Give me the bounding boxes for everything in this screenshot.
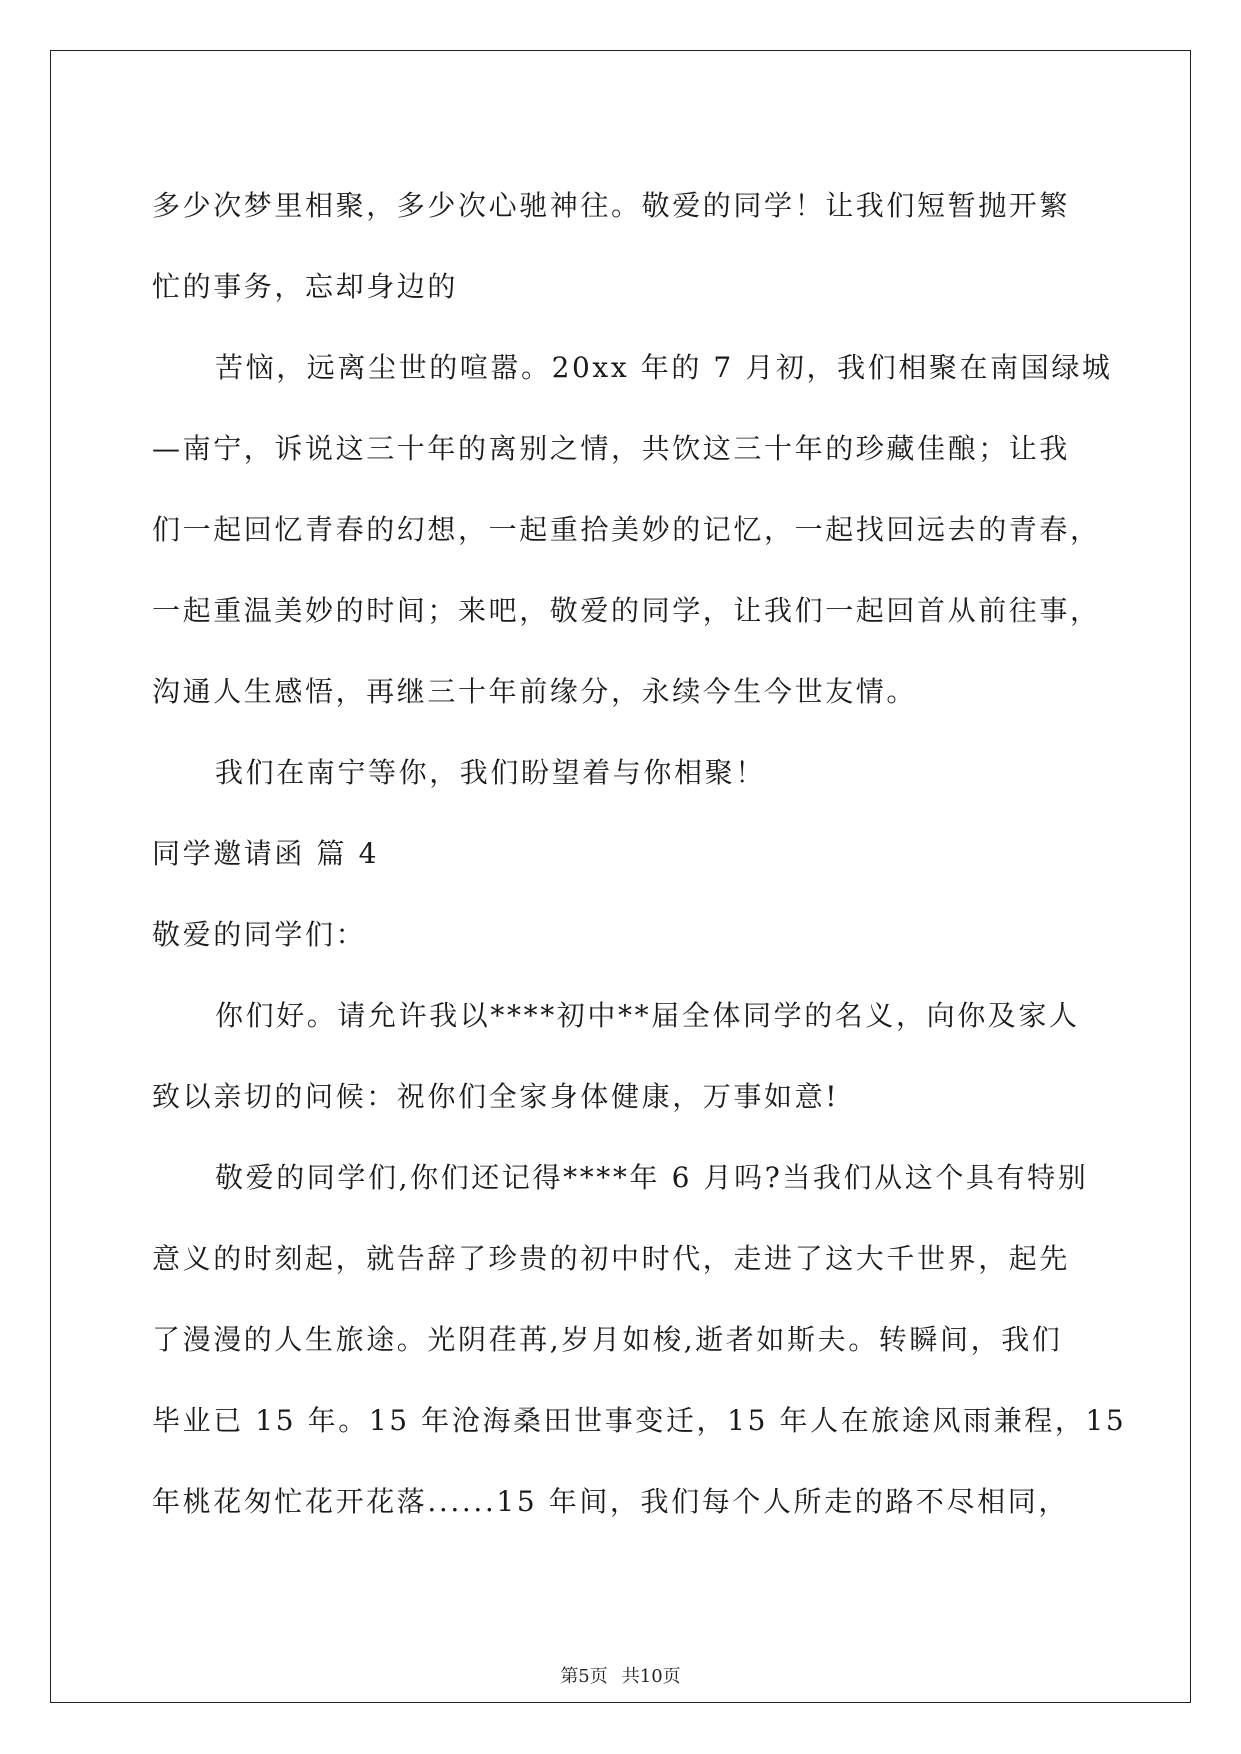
text-line: 致以亲切的问候：祝你们全家身体健康，万事如意!	[152, 1080, 840, 1113]
text-line: 敬爱的同学们,你们还记得****年 6 月吗?当我们从这个具有特别	[215, 1161, 1089, 1194]
page-number: 第5页	[560, 1666, 608, 1687]
text-line: —南宁，诉说这三十年的离别之情，共饮这三十年的珍藏佳酿；让我	[152, 432, 1071, 465]
page-footer	[0, 1662, 1241, 1688]
text-line: 意义的时刻起，就告辞了珍贵的初中时代，走进了这大千世界，起先	[152, 1242, 1071, 1275]
document-body	[152, 165, 1127, 1542]
text-line: 年桃花匆忙花开花落......15 年间，我们每个人所走的路不尽相同，	[152, 1485, 1069, 1518]
text-line: 我们在南宁等你，我们盼望着与你相聚！	[215, 756, 766, 789]
text-line: 你们好。请允许我以****初中**届全体同学的名义，向你及家人	[215, 999, 1080, 1032]
text-line: 苦恼，远离尘世的喧嚣。20xx 年的 7 月初，我们相聚在南国绿城	[215, 351, 1113, 384]
salutation: 敬爱的同学们：	[152, 918, 367, 951]
text-line: 了漫漫的人生旅途。光阴荏苒,岁月如梭,逝者如斯夫。转瞬间，我们	[152, 1323, 1063, 1356]
page-total: 共10页	[621, 1666, 681, 1687]
text-line: 一起重温美妙的时间；来吧，敬爱的同学，让我们一起回首从前往事，	[152, 594, 1101, 627]
text-line: 毕业已 15 年。15 年沧海桑田世事变迁，15 年人在旅途风雨兼程，15	[152, 1404, 1127, 1437]
text-line: 们一起回忆青春的幻想，一起重拾美妙的记忆，一起找回远去的青春，	[152, 513, 1101, 546]
text-line: 多少次梦里相聚，多少次心驰神往。敬爱的同学！让我们短暂抛开繁	[152, 189, 1071, 222]
text-line: 沟通人生感悟，再继三十年前缘分，永续今生今世友情。	[152, 675, 918, 708]
text-line: 忙的事务，忘却身边的	[152, 270, 459, 303]
section-heading: 同学邀请函 篇 4	[152, 837, 380, 870]
